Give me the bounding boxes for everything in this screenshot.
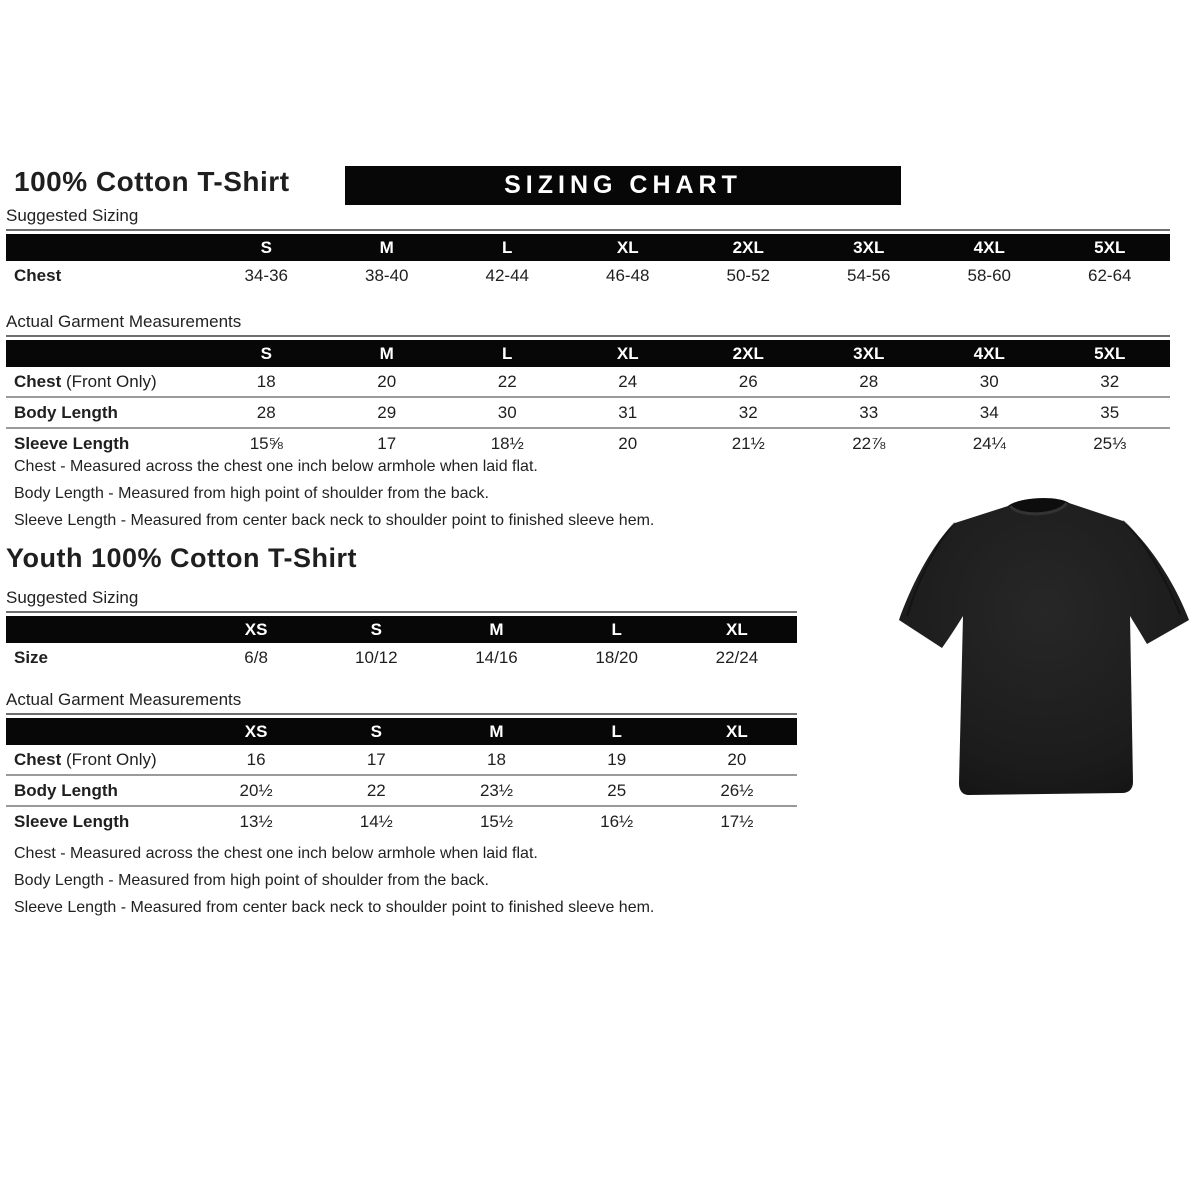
value-cell: 18½ [490,433,524,453]
column-header: M [379,343,394,363]
value-cell: 21½ [731,433,765,453]
table-row [6,261,1170,290]
value-cell: 13½ [239,811,273,831]
value-cell: 10/12 [355,647,398,667]
value-cell: 33 [859,402,879,422]
table-row [6,367,1170,396]
note-line: Sleeve Length - Measured from center back neck to shoulder point to finished sleeve hem. [14,899,655,916]
note-line: Sleeve Length - Measured from center back neck to shoulder point to finished sleeve hem. [14,512,655,529]
youth-actual-measurements-table [6,690,797,836]
table-caption: Suggested Sizing [6,206,1170,231]
note-line: Chest - Measured across the chest one inch below armhole when laid flat. [14,845,538,862]
column-header: 5XL [1094,237,1126,257]
value-cell: 35 [1100,402,1120,422]
value-cell: 23½ [479,780,514,800]
row-label: Body Length [14,402,118,422]
row-label: Chest [14,265,62,285]
value-cell: 50-52 [726,265,770,285]
column-header: S [370,721,382,741]
value-cell: 6/8 [244,647,268,667]
column-header: L [611,619,622,639]
table-row [6,774,797,805]
value-cell: 28 [859,371,879,391]
value-cell: 54-56 [847,265,891,285]
table-header-row [6,616,797,643]
value-cell: 34 [979,402,999,422]
column-header: XL [616,237,639,257]
value-cell: 58-60 [967,265,1011,285]
value-cell: 22 [497,371,517,391]
row-label: Sleeve Length [14,811,130,831]
table-grid [6,340,1170,458]
value-cell: 25⅓ [1093,433,1127,453]
value-cell: 32 [1100,371,1120,391]
value-cell: 17 [377,433,397,453]
value-cell: 22/24 [715,647,759,667]
column-header: S [260,343,272,363]
value-cell: 32 [738,402,758,422]
column-header: 2XL [732,237,764,257]
column-header: XL [616,343,639,363]
value-cell: 14½ [359,811,393,831]
value-cell: 20 [377,371,397,391]
column-header: XS [244,721,268,741]
value-cell: 38-40 [365,265,409,285]
column-header: M [489,721,504,741]
table-grid [6,616,797,672]
value-cell: 20 [727,749,747,769]
row-label: Size [14,647,49,667]
sizing-chart-banner: SIZING CHART [345,166,901,205]
table-header-row [6,718,797,745]
value-cell: 16 [246,749,266,769]
table-caption: Actual Garment Measurements [6,312,1170,337]
table-grid [6,718,797,836]
table-header-row [6,340,1170,367]
column-header: XS [244,619,268,639]
column-header: M [489,619,504,639]
column-header: XL [726,619,748,639]
row-label: Sleeve Length [14,433,130,453]
row-label: Chest (Front Only) [14,371,157,391]
column-header: XL [726,721,748,741]
value-cell: 20½ [239,780,273,800]
youth-section-title: Youth 100% Cotton T-Shirt [6,543,357,573]
note-line: Body Length - Measured from high point of shoulder from the back. [14,872,489,889]
column-header: 5XL [1094,343,1126,363]
value-cell: 26½ [720,780,754,800]
value-cell: 18/20 [595,647,638,667]
youth-suggested-sizing-table [6,588,797,672]
table-header-row [6,234,1170,261]
column-header: S [370,619,382,639]
table-row [6,805,797,836]
value-cell: 15½ [479,811,514,831]
value-cell: 16½ [600,811,634,831]
value-cell: 14/16 [475,647,518,667]
column-header: 4XL [973,343,1005,363]
value-cell: 24 [618,371,638,391]
value-cell: 31 [618,402,638,422]
value-cell: 25 [607,780,627,800]
adult-measurement-notes [14,453,654,534]
column-header: L [611,721,622,741]
column-header: 3XL [853,237,885,257]
value-cell: 22⅞ [852,433,886,453]
table-caption: Suggested Sizing [6,588,797,613]
value-cell: 22 [366,780,386,800]
column-header: 2XL [732,343,764,363]
column-header: L [502,237,513,257]
column-header: 3XL [853,343,885,363]
value-cell: 20 [618,433,638,453]
row-label: Chest (Front Only) [14,749,157,769]
column-header: L [502,343,513,363]
youth-measurement-notes [14,840,654,921]
value-cell: 19 [607,749,627,769]
value-cell: 17½ [720,811,754,831]
note-line: Chest - Measured across the chest one inch below armhole when laid flat. [14,458,538,475]
black-tshirt-image [890,490,1200,810]
adult-actual-measurements-table [6,312,1170,458]
table-caption: Actual Garment Measurements [6,690,797,715]
value-cell: 46-48 [606,265,650,285]
value-cell: 34-36 [244,265,288,285]
table-row [6,396,1170,427]
value-cell: 17 [366,749,386,769]
column-header: M [379,237,394,257]
value-cell: 62-64 [1088,265,1132,285]
tshirt-illustration [890,490,1200,810]
note-line: Body Length - Measured from high point of shoulder from the back. [14,485,489,502]
value-cell: 18 [256,371,276,391]
value-cell: 42-44 [485,265,529,285]
value-cell: 30 [497,402,517,422]
value-cell: 28 [256,402,276,422]
page-title: 100% Cotton T-Shirt [14,166,290,197]
row-label: Body Length [14,780,118,800]
table-row [6,643,797,672]
value-cell: 29 [377,402,397,422]
column-header: S [260,237,272,257]
value-cell: 26 [738,371,758,391]
value-cell: 15⅝ [249,433,283,453]
table-row [6,745,797,774]
value-cell: 24¼ [972,433,1006,453]
adult-suggested-sizing-table [6,206,1170,290]
value-cell: 18 [487,749,506,769]
table-grid [6,234,1170,290]
column-header: 4XL [973,237,1005,257]
value-cell: 30 [979,371,999,391]
